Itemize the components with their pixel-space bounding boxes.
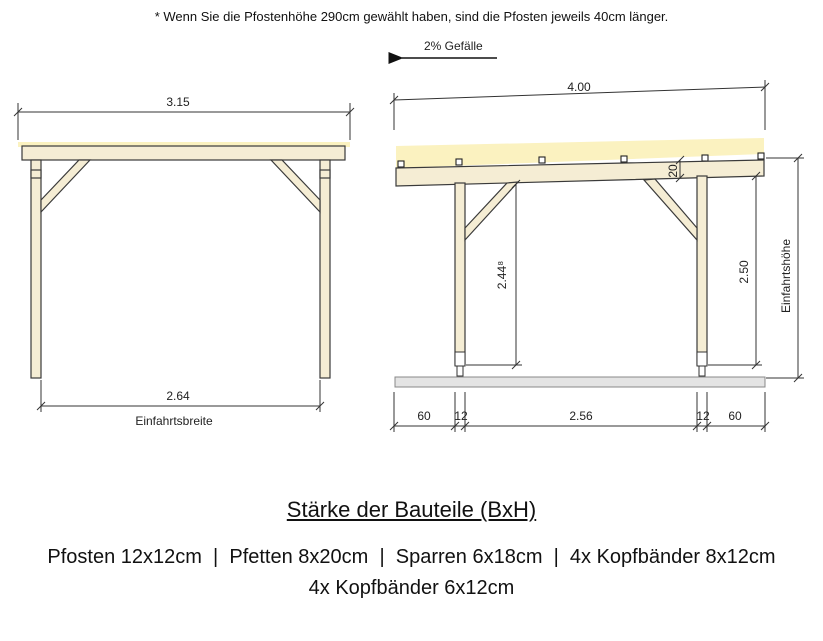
specs-line: Pfosten 12x12cm | Pfetten 8x20cm | Sparren 6x18cm | 4x Kopfbänder 8x12cm — [47, 546, 776, 568]
front-inner-width-label: 2.64 — [166, 389, 190, 403]
side-post-right — [697, 176, 707, 365]
side-length-label: 4.00 — [567, 80, 591, 94]
bottom-dim-label: 60 — [728, 409, 742, 423]
side-brace-left — [465, 182, 518, 240]
front-post-right-cap — [320, 170, 330, 178]
ground-slab — [395, 377, 765, 387]
front-inner-width-caption: Einfahrtsbreite — [135, 414, 213, 428]
side-brace-right — [644, 179, 697, 240]
front-width-label: 3.15 — [166, 95, 190, 109]
clearance-caption: Einfahrtshöhe — [779, 238, 793, 314]
front-post-left — [31, 160, 41, 378]
slope-label: 2% Gefälle — [424, 39, 483, 53]
side-view — [390, 58, 804, 432]
bottom-dim-label: 60 — [417, 409, 431, 423]
front-post-right — [320, 160, 330, 378]
front-purlin — [22, 146, 345, 160]
bottom-dim-label: 12 — [454, 409, 468, 423]
front-post-left-cap — [31, 170, 41, 178]
front-brace-left — [41, 160, 90, 212]
brace-height-label: 2.44⁸ — [495, 260, 509, 290]
specs-line: 4x Kopfbänder 6x12cm — [308, 577, 515, 599]
front-view — [14, 103, 354, 412]
side-height-dimensions — [466, 154, 804, 382]
components-title-text: Stärke der Bauteile (BxH) — [286, 497, 537, 522]
post-anchors — [455, 352, 707, 376]
components-specs — [0, 542, 823, 604]
components-title — [0, 497, 823, 523]
bottom-dim-label: 2.56 — [569, 409, 593, 423]
footnote: * Wenn Sie die Pfostenhöhe 290cm gewählt haben, sind die Pfosten jeweils 40cm länger. — [154, 9, 669, 24]
side-post-left — [455, 183, 465, 365]
bottom-dim-label: 12 — [696, 409, 710, 423]
front-brace-right — [271, 160, 320, 212]
post-height-label: 2.50 — [737, 260, 751, 284]
purlin-height-label: 20 — [666, 164, 680, 178]
